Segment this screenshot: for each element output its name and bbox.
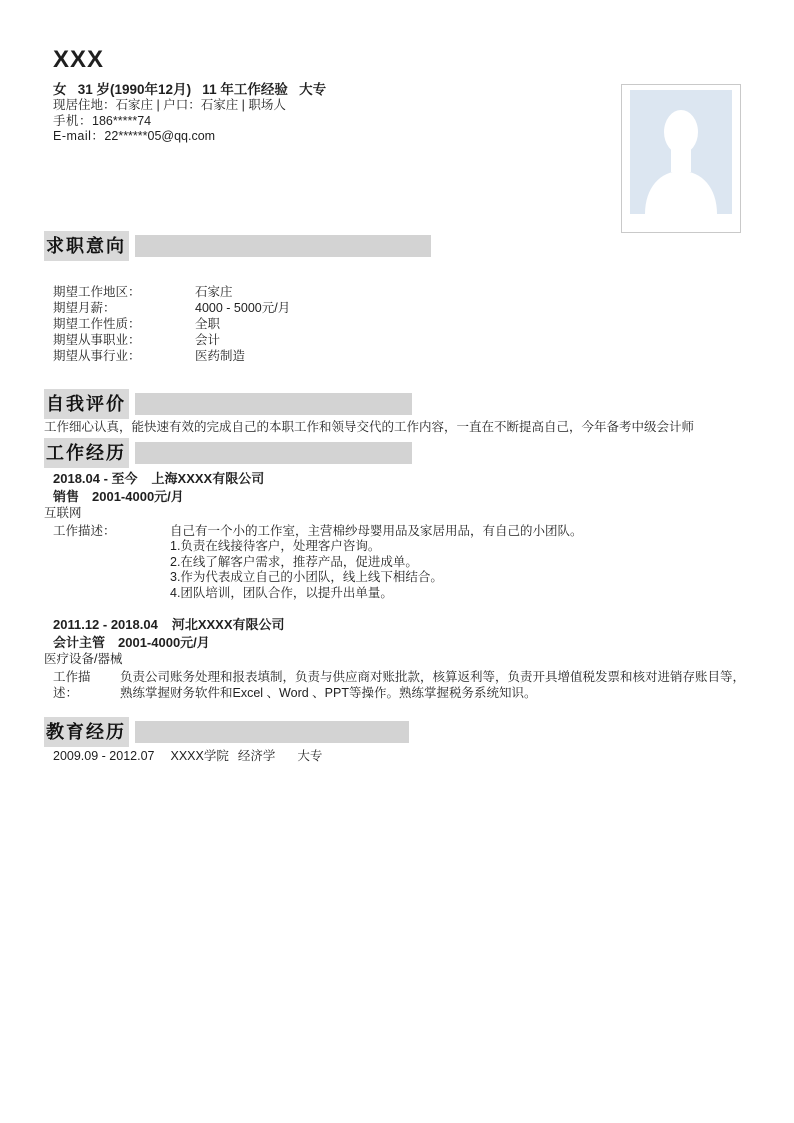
- job-position-row: [44, 635, 794, 650]
- job-period-row: [44, 617, 794, 632]
- candidate-name: XXX: [53, 46, 105, 73]
- phone-label: 手机：: [53, 113, 93, 128]
- section-title: 教育经历: [44, 717, 129, 747]
- education-period: 2009.09 - 2012.07: [53, 749, 155, 763]
- section-header: [44, 233, 794, 259]
- field-row: [53, 332, 794, 348]
- section-self-evaluation: [44, 391, 794, 435]
- job-entry-2: [44, 617, 794, 701]
- job-description-label: 工作描述：: [53, 523, 116, 538]
- profile-residence: 现居住地：石家庄 | 户口：石家庄 | 职场人: [53, 98, 286, 112]
- job-industry: 医疗设备/器械: [44, 652, 123, 666]
- field-row: [53, 284, 794, 300]
- job-period: 2018.04 - 至今: [53, 470, 138, 486]
- self-evaluation-text: 工作细心认真，能快速有效的完成自己的本职工作和领导交代的工作内容，一直在不断提高自己，今年备考中级会计师: [44, 419, 695, 434]
- job-salary: 2001-4000元/月: [118, 635, 210, 650]
- section-header: [44, 719, 794, 745]
- job-period-row: [44, 471, 794, 486]
- field-label: 期望月薪：: [53, 300, 116, 315]
- section-header-bar: [135, 721, 409, 743]
- job-description-item: 3.作为代表成立自己的小团队，线上线下相结合。: [170, 570, 443, 584]
- job-description-block: [44, 524, 794, 602]
- job-description-intro: 自己有一个小的工作室，主营棉纱母婴用品及家居用品，有自己的小团队。: [170, 523, 583, 538]
- section-title: 求职意向: [44, 231, 129, 261]
- education-entry: [44, 749, 794, 764]
- field-value: 全职: [195, 316, 221, 331]
- section-education: [44, 719, 794, 764]
- photo-placeholder: [621, 84, 741, 233]
- phone-value: 186*****74: [92, 113, 152, 128]
- job-salary: 2001-4000元/月: [92, 488, 184, 504]
- job-description-block: [44, 670, 794, 701]
- section-header-bar: [135, 442, 412, 464]
- job-description-body: 负责公司账务处理和报表填制，负责与供应商对账批款，核算返利等，负责开具增值税发票和核对进销存账目等，熟练掌握财务软件和Excel 、Word 、PPT等操作。熟练掌握税务系统知识。: [120, 670, 746, 700]
- field-label: 期望工作性质：: [53, 316, 141, 331]
- job-description-label: 工作描述：: [53, 670, 91, 700]
- field-value: 石家庄: [195, 284, 233, 299]
- section-header: [44, 440, 794, 466]
- section-header-bar: [135, 393, 412, 415]
- field-value: 医药制造: [195, 348, 246, 363]
- email-label: E-mail：: [53, 129, 105, 143]
- section-title: 自我评价: [44, 389, 129, 419]
- job-description-item: 1.负责在线接待客户，处理客户咨询。: [170, 539, 381, 553]
- person-silhouette-icon: [630, 90, 732, 214]
- field-label: 期望工作地区：: [53, 284, 141, 299]
- section-title: 工作经历: [44, 438, 129, 468]
- field-label: 期望从事职业：: [53, 332, 141, 347]
- education-school: XXXX学院: [170, 749, 229, 763]
- job-description-item: 2.在线了解客户需求，推荐产品，促进成单。: [170, 554, 418, 569]
- job-position-row: [44, 489, 794, 504]
- profile-summary: 女 31 岁(1990年12月) 11 年工作经验 大专: [53, 82, 327, 97]
- job-company: 上海XXXX有限公司: [151, 470, 265, 486]
- field-label: 期望从事行业：: [53, 348, 141, 363]
- job-position: 会计主管: [53, 635, 106, 650]
- education-major: 经济学: [237, 749, 276, 763]
- field-row: [53, 316, 794, 332]
- intention-fields: [44, 284, 794, 364]
- job-company: 河北XXXX有限公司: [171, 617, 285, 632]
- section-header-bar: [135, 235, 431, 257]
- job-position: 销售: [53, 488, 80, 504]
- section-job-intention: [44, 233, 794, 364]
- field-value: 4000 - 5000元/月: [195, 300, 291, 315]
- section-work-experience: [44, 440, 794, 702]
- email-value: 22******05@qq.com: [104, 129, 216, 143]
- education-degree: 大专: [297, 749, 323, 763]
- section-header: [44, 391, 794, 417]
- job-description-body: [170, 524, 745, 602]
- photo-silhouette: [630, 90, 732, 214]
- field-row: [53, 348, 794, 364]
- field-value: 会计: [195, 332, 221, 347]
- job-industry: 互联网: [44, 505, 82, 520]
- job-description-item: 4.团队培训，团队合作，以提升出单量。: [170, 585, 393, 600]
- field-row: [53, 300, 794, 316]
- job-entry-1: [44, 471, 794, 602]
- job-period: 2011.12 - 2018.04: [53, 617, 158, 632]
